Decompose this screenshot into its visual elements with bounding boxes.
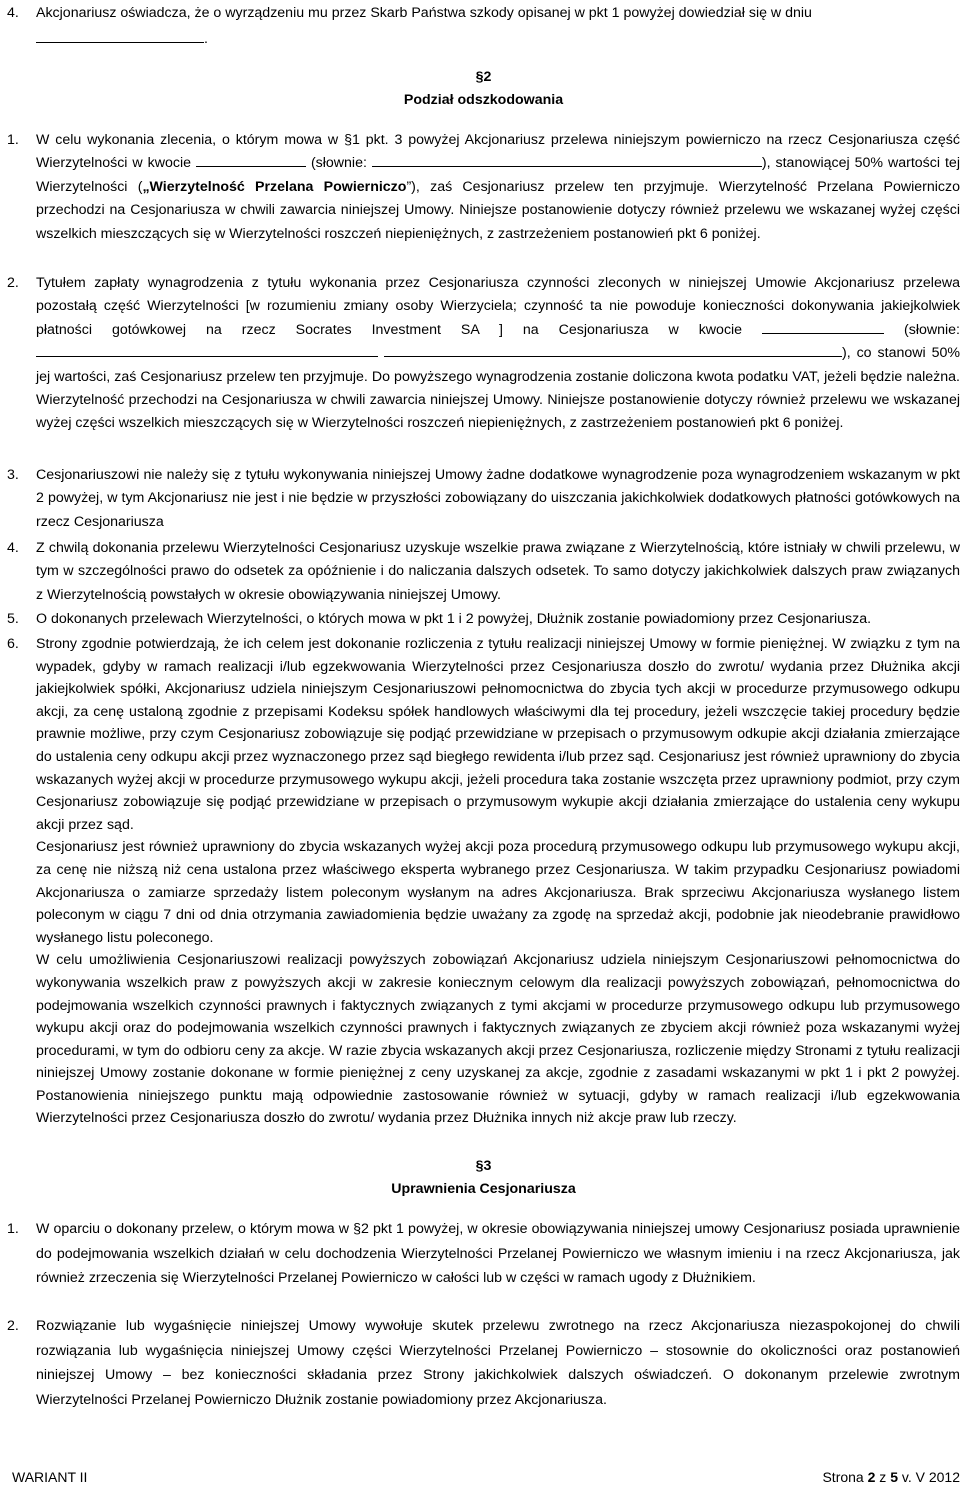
section-title: Uprawnienia Cesjonariusza (391, 1181, 576, 1197)
item-text: Z chwilą dokonania przelewu Wierzytelności Cesjonariusz uzyskuje wszelkie prawa związane z Wierzytelnością, które istniały w chwili przelewu, w tym w szczególności prawo do odsetek za opóźnienie i do naliczania dalszych odsetek. To samo dotyczy jakichkolwiek dalszych praw związanych z Wierzytelnością powstałych w okresie obowiązywania niniejszej Umowy. (36, 540, 960, 603)
item-text: Rozwiązanie lub wygaśnięcie niniejszej Umowy wywołuje skutek przelewu zwrotnego na rzecz Akcjonariusza niezaspokojonej do chwili rozwiązania lub wygaśnięcia niniejszej Umowy części Wierzytelności Przelanej Powierniczo – stosownie do okoliczności oraz postanowień niniejszej Umowy – bez konieczności składania przez Strony jakichkolwiek dalszych oświadczeń. O dokonanym przelewie zwrotnym Wierzytelności Przelanej Powierniczo Dłużnik zostanie powiadomiony przez Akcjonariusza. (36, 1318, 960, 1408)
item-number: 2. (7, 1318, 19, 1334)
item-number: 4. (7, 540, 19, 556)
section-2-point-3 (7, 464, 960, 534)
blank-words-field (372, 152, 762, 167)
item-number: 6. (7, 636, 19, 652)
section-3-point-1 (7, 1217, 960, 1291)
footer-text: Strona (822, 1469, 868, 1485)
defined-term: „Wierzytelność Przelana Powierniczo (142, 178, 407, 195)
item-text: W oparciu o dokonany przelew, o którym mowa w §2 pkt 1 powyżej, w okresie obowiązywania niniejszej umowy Cesjonariusz posiada uprawnienie do podejmowania wszelkich działań w celu dochodzenia Wierzytelności Przelanej Powierniczo we własnym imieniu i na rzecz Akcjonariusza, jak również zrzeczenia się Wierzytelności Przelanej Powierniczo w całości lub w części w ramach ugody z Dłużnikiem. (36, 1221, 960, 1286)
blank-amount-field (762, 319, 884, 334)
item-text: (słownie: (310, 155, 367, 172)
section-symbol: §2 (475, 69, 492, 85)
section-2-heading (7, 66, 960, 112)
item-number: 1. (7, 1221, 19, 1237)
item-text-end: . (204, 31, 208, 47)
footer-variant: WARIANT II (12, 1469, 88, 1485)
item-number: 5. (7, 611, 19, 627)
section-2-point-5 (7, 608, 960, 631)
blank-date-field (36, 28, 204, 43)
section-2-point-4 (7, 537, 960, 607)
item-text: W celu wykonania zlecenia, o którym mowa w §1 pkt. 3 powyżej Akcjonariusz przelewa niniejszym powierniczo na rzecz Cesjonariusza część Wierzytelności w kwocie (36, 132, 960, 172)
item-text: Cesjonariuszowi nie należy się z tytułu wykonywania niniejszej Umowy żadne dodatkowe wynagrodzenie poza wynagrodzeniem wskazanym w pkt 2 powyżej, w tym Akcjonariusz nie jest i nie będzie w przyszłości zobowiązany do uiszczania jakichkolwiek dodatkowych płatności gotówkowych na rzecz Cesjonariusza (36, 467, 960, 530)
item-number: 2. (7, 275, 19, 291)
section-3-point-2 (7, 1314, 960, 1412)
item-text: O dokonanych przelewach Wierzytelności, o których mowa w pkt 1 i 2 powyżej, Dłużnik zostanie powiadomiony przez Cesjonariusza. (36, 611, 872, 627)
item-text: Tytułem zapłaty wynagrodzenia z tytułu wykonania przez Cesjonariusza czynności zleconych w niniejszej Umowie Akcjonariusz przelewa pozostałą część Wierzytelności [w rozumieniu zmiany osoby Wierzyciela; czynność ta nie powoduje konieczności dokonywania jakiejkolwiek płatności gotówkowej na rzecz Socrates Investment SA ] na Cesjonariusza w kwocie (36, 275, 960, 338)
item-paragraph-1: Strony zgodnie potwierdzają, że ich celem jest dokonanie rozliczenia z tytułu realizacji niniejszej Umowy w formie pieniężnej. W związku z tym na wypadek, gdyby w ramach realizacji i/lub egzekwowania Wierzytelności przez Cesjonariusza doszło do zwrotu/ wydania przez Dłużnika akcji jakiejkolwiek spółki, Akcjonariusz udziela niniejszym Cesjonariuszowi pełnomocnictwa do zbycia tych akcji w procedurze przymusowego odkupu akcji, za cenę ustaloną zgodnie z przepisami Kodeksu spółek handlowych właściwymi dla tej procedury, jeżeli wszczęcie takiej procedury będzie prawnie możliwe, przy czym Cesjonariusz zobowiązuje się podjąć przewidziane w przepisach o przymusowym odkupie akcji działania zmierzające do ustalenia ceny odkupu akcji przez wyznaczonego przez sąd biegłego rewidenta i/lub przez sąd. Cesjonariusz jest również uprawniony do zbycia wskazanych wyżej akcji w procedurze przymusowego wykupu akcji, jeżeli procedura taka zostanie wszczęta przez uprawniony podmiot, przy czym Cesjonariusz zobowiązuje się podjąć przewidziane w przepisach o przymusowym wykupie akcji działania zmierzające do ustalenia ceny wykupu akcji przez sąd. (36, 636, 960, 833)
page-number: 2 (867, 1469, 876, 1485)
footer-text: z (875, 1469, 891, 1485)
section-2-point-6 (7, 633, 960, 1130)
item-4-consent (7, 0, 960, 52)
blank-words-field-b (384, 342, 842, 357)
item-text: ”), zaś Cesjonariusz przelew ten przyjmuje. Wierzytelność Przelana Powierniczo przechodzi na Cesjonariusza w chwili zawarcia niniejszej Umowy. Niniejsze postanowienie dotyczy również przelewu we wskazanej wyżej części wszelkich mieszczących się w Wierzytelności roszczeń niepieniężnych, z zastrzeżeniem postanowień pkt 6 poniżej. (36, 178, 960, 242)
item-paragraph-3: W celu umożliwienia Cesjonariuszowi realizacji powyższych zobowiązań Akcjonariusz udziela niniejszym Cesjonariuszowi pełnomocnictwa do wykonywania wszelkich praw z powyższych akcji w zakresie koniecznym celowym dla realizacji powyższych zobowiązań, pełnomocnictwa do podejmowania wszelkich czynności prawnych i faktycznych związanych z tymi akcjami w procedurze przymusowego odkupu lub przymusowego wykupu akcji oraz do podejmowania wszelkich czynności prawnych i faktycznych związanych ze zbyciem akcji również poza wskazanymi wyżej procedurami, w tym do odbioru ceny za akcje. W razie zbycia wskazanych akcji przez Cesjonariusza, rozliczenie między Stronami z tytułu realizacji niniejszej Umowy zostanie dokonane w formie pieniężnej z ceny uzyskanej za akcje, zgodnie z zasadami wskazanymi w pkt 1 i pkt 2 powyżej. Postanowienia niniejszego punktu mają odpowiednie zastosowanie również w sytuacji, gdyby w ramach realizacji i/lub egzekwowania Wierzytelności przez Cesjonariusza doszło do zwrotu/ wydania przez Dłużnika innych niż akcje praw lub rzeczy. (36, 952, 960, 1127)
section-3-heading (7, 1155, 960, 1201)
item-number: 4. (7, 5, 19, 21)
item-text: (słownie: (904, 321, 960, 338)
page-total: 5 (890, 1469, 898, 1485)
section-title: Podział odszkodowania (403, 92, 564, 108)
section-2-point-1 (7, 129, 960, 246)
item-text: Akcjonariusz oświadcza, że o wyrządzeniu mu przez Skarb Państwa szkody opisanej w pkt 1 powyżej dowiedział się w dniu (36, 5, 812, 21)
section-2-point-2 (7, 272, 960, 436)
item-number: 3. (7, 467, 19, 483)
blank-words-field-a (36, 342, 378, 357)
blank-amount-field (196, 152, 306, 167)
section-symbol: §3 (475, 1158, 492, 1174)
footer-version: v. V 2012 (897, 1469, 960, 1485)
footer-page-info (822, 1469, 960, 1485)
item-paragraph-2: Cesjonariusz jest również uprawniony do zbycia wskazanych wyżej akcji poza procedurą przymusowego odkupu lub przymusowego wykupu akcji, za cenę nie niższą niż cena ustalona przez właściwego eksperta wybranego przez Cesjonariusza. W takim przypadku Cesjonariusz powiadomi Akcjonariusza o zamiarze sprzedaży listem poleconym wysłanym na adres Akcjonariusza. Brak sprzeciwu Akcjonariusza wysłanego listem poleconym w ciągu 7 dni od dnia otrzymania zawiadomienia będzie uważany za zgodę na sprzedaż akcji, podobnie jak nieodebranie prawidłowo wysłanego listu poleconego. (36, 839, 960, 946)
item-text: ), co stanowi 50% jej wartości, zaś Cesjonariusz przelew ten przyjmuje. Do powyższego wynagrodzenia zostanie doliczona kwota podatku VAT, jeżeli będzie należna. Wierzytelność przechodzi na Cesjonariusza w chwili zawarcia niniejszej Umowy. Niniejsze postanowienie dotyczy również przelewu we wskazanej wyżej części wszelkich mieszczących się w Wierzytelności roszczeń niepieniężnych, z zastrzeżeniem postanowień pkt 6 poniżej. (36, 345, 960, 432)
item-number: 1. (7, 132, 19, 148)
item-text: ), stanowiącej 50% wartości tej Wierzytelności ( (36, 155, 960, 195)
